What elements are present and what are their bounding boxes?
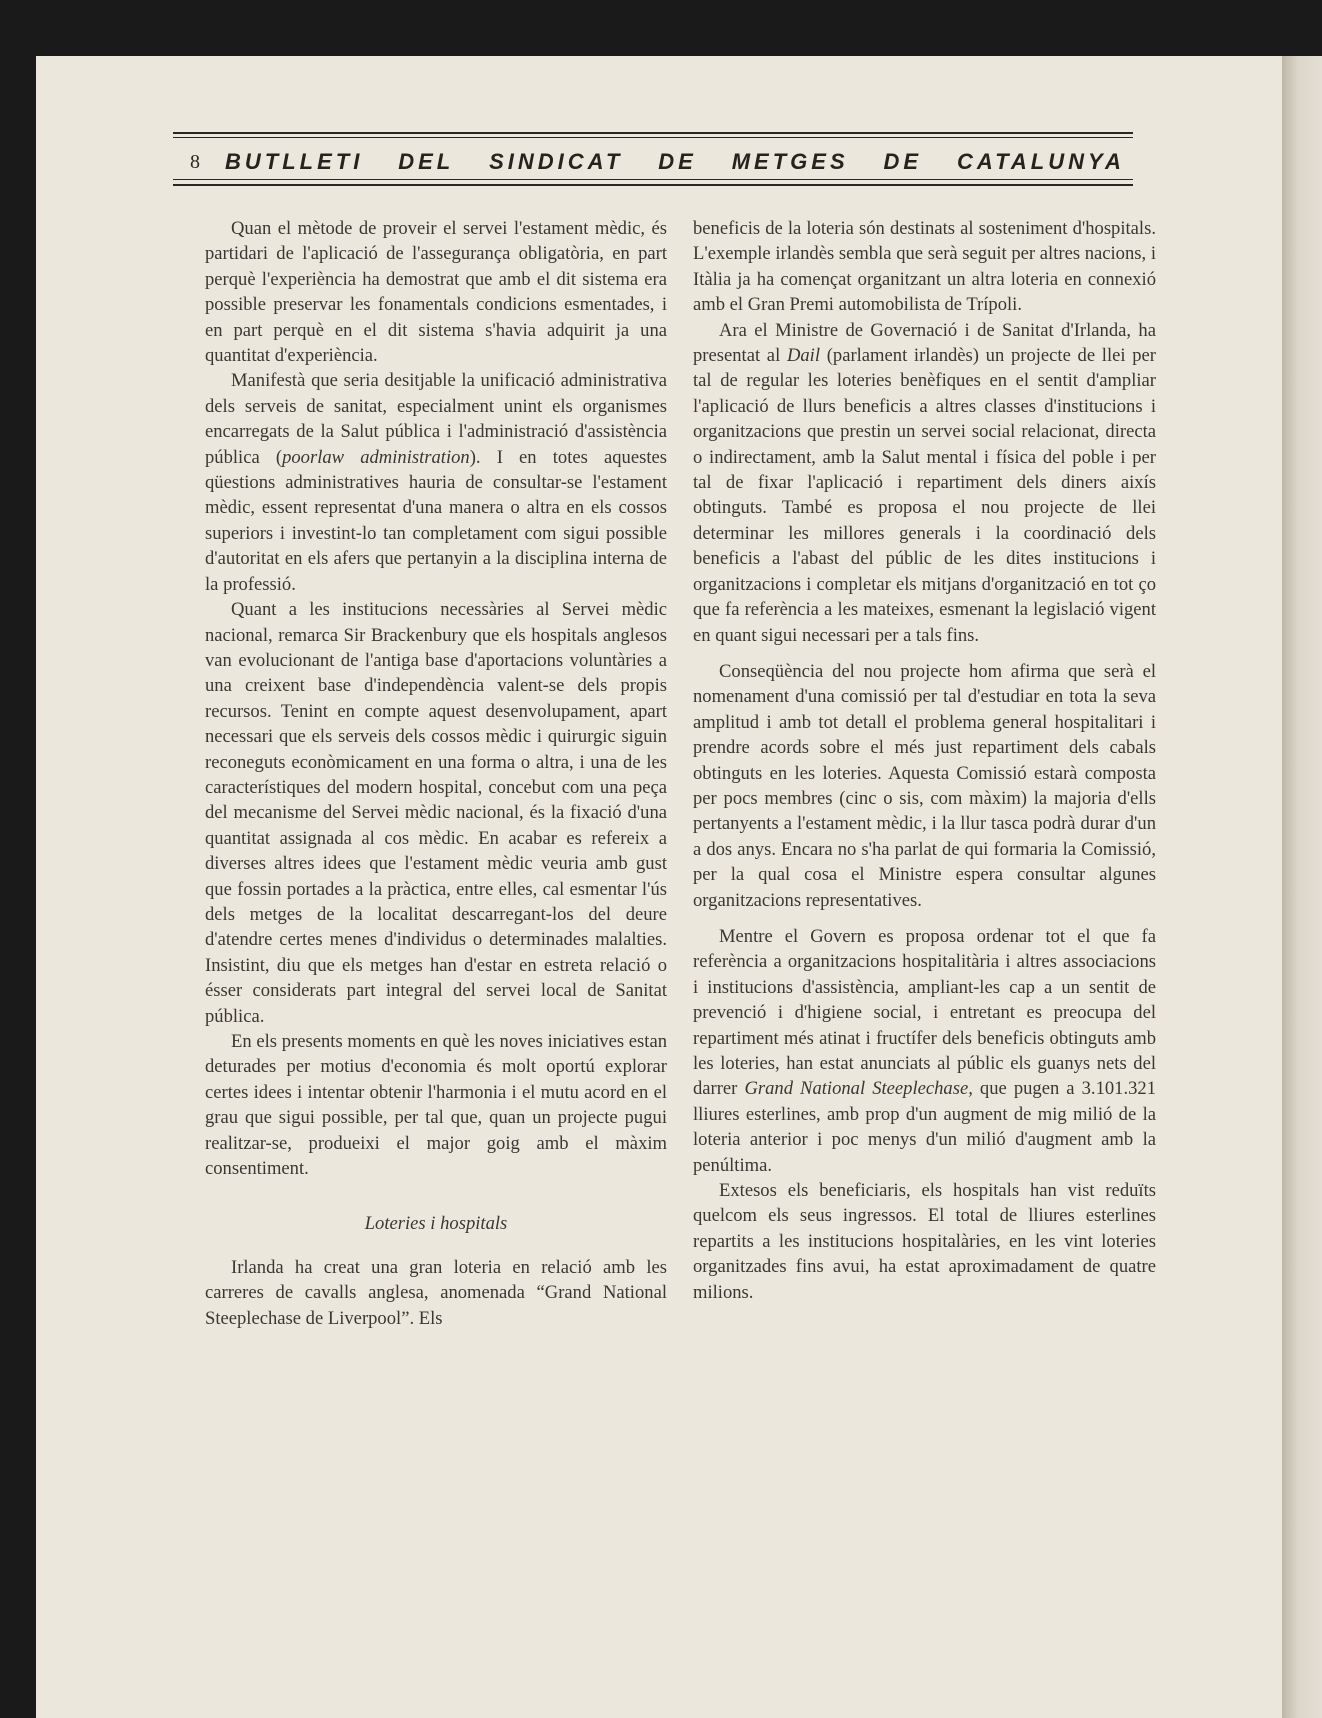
left-column: [205, 216, 667, 1331]
paragraph: Mentre el Govern es proposa ordenar tot el que fa referència a organitzacions hospitalitària i altres associacions i institucions d'assistència, ampliant-les cap a un sentit de prevenció i d'higiene social, i entretant es preocupa del repartiment més atinat i fructífer dels beneficis obtinguts amb les loteries, han estat anunciats al públic els guanys nets del darrer Grand National Steeplechase, que pugen a 3.101.321 lliures esterlines, amb prop d'un augment de mig milió de la loteria anterior i poc menys d'un milió d'augment amb la penúltima.: [693, 925, 1156, 1176]
journal-word: DE: [883, 149, 923, 174]
paragraph: Extesos els beneficiaris, els hospitals han vist reduïts quelcom els seus ingressos. El total de lliures esterlines repartits a les institucions hospitalàries, en les vint loteries organitzades fins avui, ha estat aproximadament de quatre milions.: [693, 1180, 1156, 1303]
next-page-edge: [1282, 56, 1322, 1718]
journal-word: DEL: [398, 149, 455, 174]
paragraph: Quant a les institucions necessàries al Servei mèdic nacional, remarca Sir Brackenbury que els hospitals anglesos van evolucionant de l'antiga base d'aportacions voluntàries a una creixent base d'independència valent-se dels propis recursos. Tenint en compte aquest desenvolupament, apart necessari que els serveis dels cossos mèdic i quirurgic siguin reconeguts econòmicament en una forma o altra, i una de les característiques del modern hospital, concebut com una peça del mecanisme del Servei mèdic nacional, és la fixació d'una quantitat assignada al cos mèdic. En acabar es refereix a diverses altres idees que l'estament mèdic veuria amb gust que fossin portades a la pràctica, entre elles, cal esmentar l'ús dels metges de la localitat descarregant-los del deure d'atendre certes menes d'individus o determinades malalties. Insistint, diu que els metges han d'estar en estreta relació o ésser considerats part integral del servei local de Sanitat pública.: [205, 599, 667, 1027]
italic-term: poorlaw administration: [282, 446, 470, 468]
journal-word: METGES: [731, 149, 849, 174]
paragraph: Quan el mètode de proveir el servei l'estament mèdic, és partidari de l'aplicació de l'assegurança obligatòria, en part perquè l'experiència ha demostrat que amb el dit sistema era possible preservar les fonamentals condicions esmentades, i en part perquè en el dit sistema s'havia adquirit ja una quantitat d'experiència.: [205, 218, 667, 367]
paragraph: En els presents moments en què les noves iniciatives estan deturades per motius d'economia és molt oportú explorar certes idees i intentar obtenir l'harmonia i el mutu acord en el grau que sigui possible, per tal que, quan un projecte pugui realitzar-se, produeixi el major goig amb el màxim consentiment.: [205, 1031, 667, 1180]
italic-term: Dail: [786, 345, 820, 367]
paragraph: Manifestà que seria desitjable la unificació administrativa dels serveis de sanitat, especialment unint els organismes encarregats de la Salut pública i l'administració d'assistència pública (poorlaw administration). I en totes aquestes qüestions administratives hauria de consultar-se l'estament mèdic, essent representat d'una manera o altra en els cossos superiors i investint-lo tan completament com sigui possible d'autoritat en els afers que pertanyin a la disciplina interna de la professió.: [205, 370, 667, 595]
paragraph: beneficis de la loteria són destinats al sosteniment d'hospitals. L'exemple irlandès sembla que serà seguit per altres nacions, i Itàlia ja ha començat organitzant un altra loteria en connexió amb el Gran Premi automobilista de Trípoli.: [693, 218, 1156, 316]
header-row: [173, 148, 1133, 176]
journal-word: SINDICAT: [489, 149, 624, 174]
header-rule-bottom-thin: [173, 179, 1133, 180]
italic-term: Grand National Steeplechase,: [744, 1078, 973, 1100]
paragraph: Ara el Ministre de Governació i de Sanitat d'Irlanda, ha presentat al Dail (parlament irlandès) un projecte de llei per tal de regular les loteries benèfiques en el sentit d'ampliar l'aplicació de llurs beneficis a altres classes d'institucions i organitzacions que prestin un servei social relacionat, directa o indirectament, amb la Salut mental i física del poble i per tal de fixar l'aplicació i repartiment dels diners aixís obtinguts. També es proposa el nou projecte de llei determinar les millores generals i la coordinació dels beneficis a l'abast del públic de les dites institucions i organitzacions i completar els mitjans d'organització en tot ço que fa referència a les mateixes, esmenant la legislació vigent en quant sigui necessari per a tals fins.: [693, 319, 1156, 646]
journal-word: DE: [658, 149, 697, 174]
journal-word: CATALUNYA: [956, 149, 1125, 174]
section-heading: Loteries i hospitals: [364, 1213, 508, 1235]
header-rule-bottom: [173, 184, 1133, 186]
paragraph: Conseqüència del nou projecte hom afirma que serà el nomenament d'una comissió per tal d'estudiar en tota la seva amplitud i amb tot detall el problema general hospitalitari i prendre acords sobre el més just repartiment dels cabals obtinguts en les loteries. Aquesta Comissió estarà composta per pocs membres (cinc o sis, com màxim) la majoria d'ells pertanyents a l'estament mèdic, i la llur tasca podrà durar d'un a dos anys. Encara no s'ha parlat de qui formaria la Comissió, per la qual cosa el Ministre espera consultar algunes organitzacions representatives.: [693, 660, 1156, 911]
journal-word: BUTLLETI: [225, 149, 364, 174]
paragraph: Irlanda ha creat una gran loteria en relació amb les carreres de cavalls anglesa, anomenada “Grand National Steeplechase de Liverpool”. Els: [205, 1256, 667, 1329]
header-rule-top-thin: [173, 137, 1133, 138]
page-number: 8: [190, 150, 200, 173]
header-rule-top: [173, 132, 1133, 134]
journal-title: [225, 149, 1133, 175]
running-header: [173, 128, 1133, 188]
right-column: [693, 216, 1156, 1305]
